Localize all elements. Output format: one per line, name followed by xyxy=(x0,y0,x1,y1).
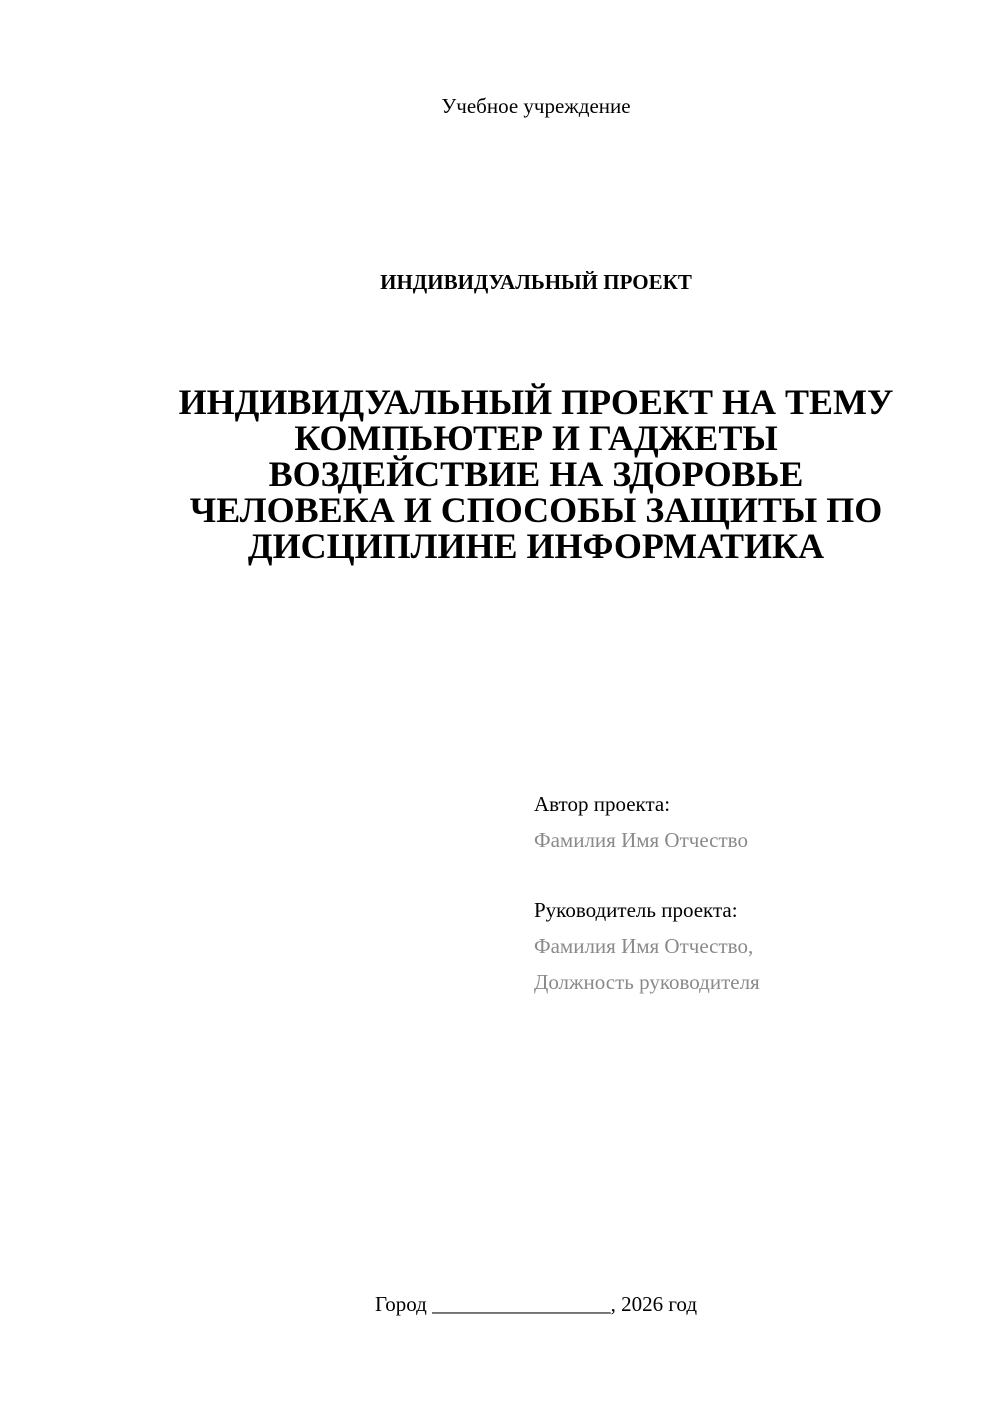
project-title-line: ЧЕЛОВЕКА И СПОСОБЫ ЗАЩИТЫ ПО xyxy=(189,490,883,530)
author-block xyxy=(534,786,974,858)
document-type: ИНДИВИДУАЛЬНЫЙ ПРОЕКТ xyxy=(380,270,692,294)
supervisor-label: Руководитель проекта: xyxy=(534,898,738,922)
supervisor-block xyxy=(534,892,974,1000)
city-year-line: Город _________________, 2026 год xyxy=(374,1292,698,1316)
project-title-line: ДИСЦИПЛИНЕ ИНФОРМАТИКА xyxy=(247,526,825,566)
author-name: Фамилия Имя Отчество xyxy=(534,828,748,852)
project-title xyxy=(130,384,942,564)
project-title-line: ВОЗДЕЙСТВИЕ НА ЗДОРОВЬЕ xyxy=(268,454,804,494)
institution-name: Учебное учреждение xyxy=(441,94,631,118)
project-title-line: КОМПЬЮТЕР И ГАДЖЕТЫ xyxy=(294,418,778,458)
author-label: Автор проекта: xyxy=(534,792,671,816)
supervisor-position: Должность руководителя xyxy=(534,970,760,994)
supervisor-name: Фамилия Имя Отчество, xyxy=(534,934,754,958)
project-title-line: ИНДИВИДУАЛЬНЫЙ ПРОЕКТ НА ТЕМУ xyxy=(178,382,894,422)
